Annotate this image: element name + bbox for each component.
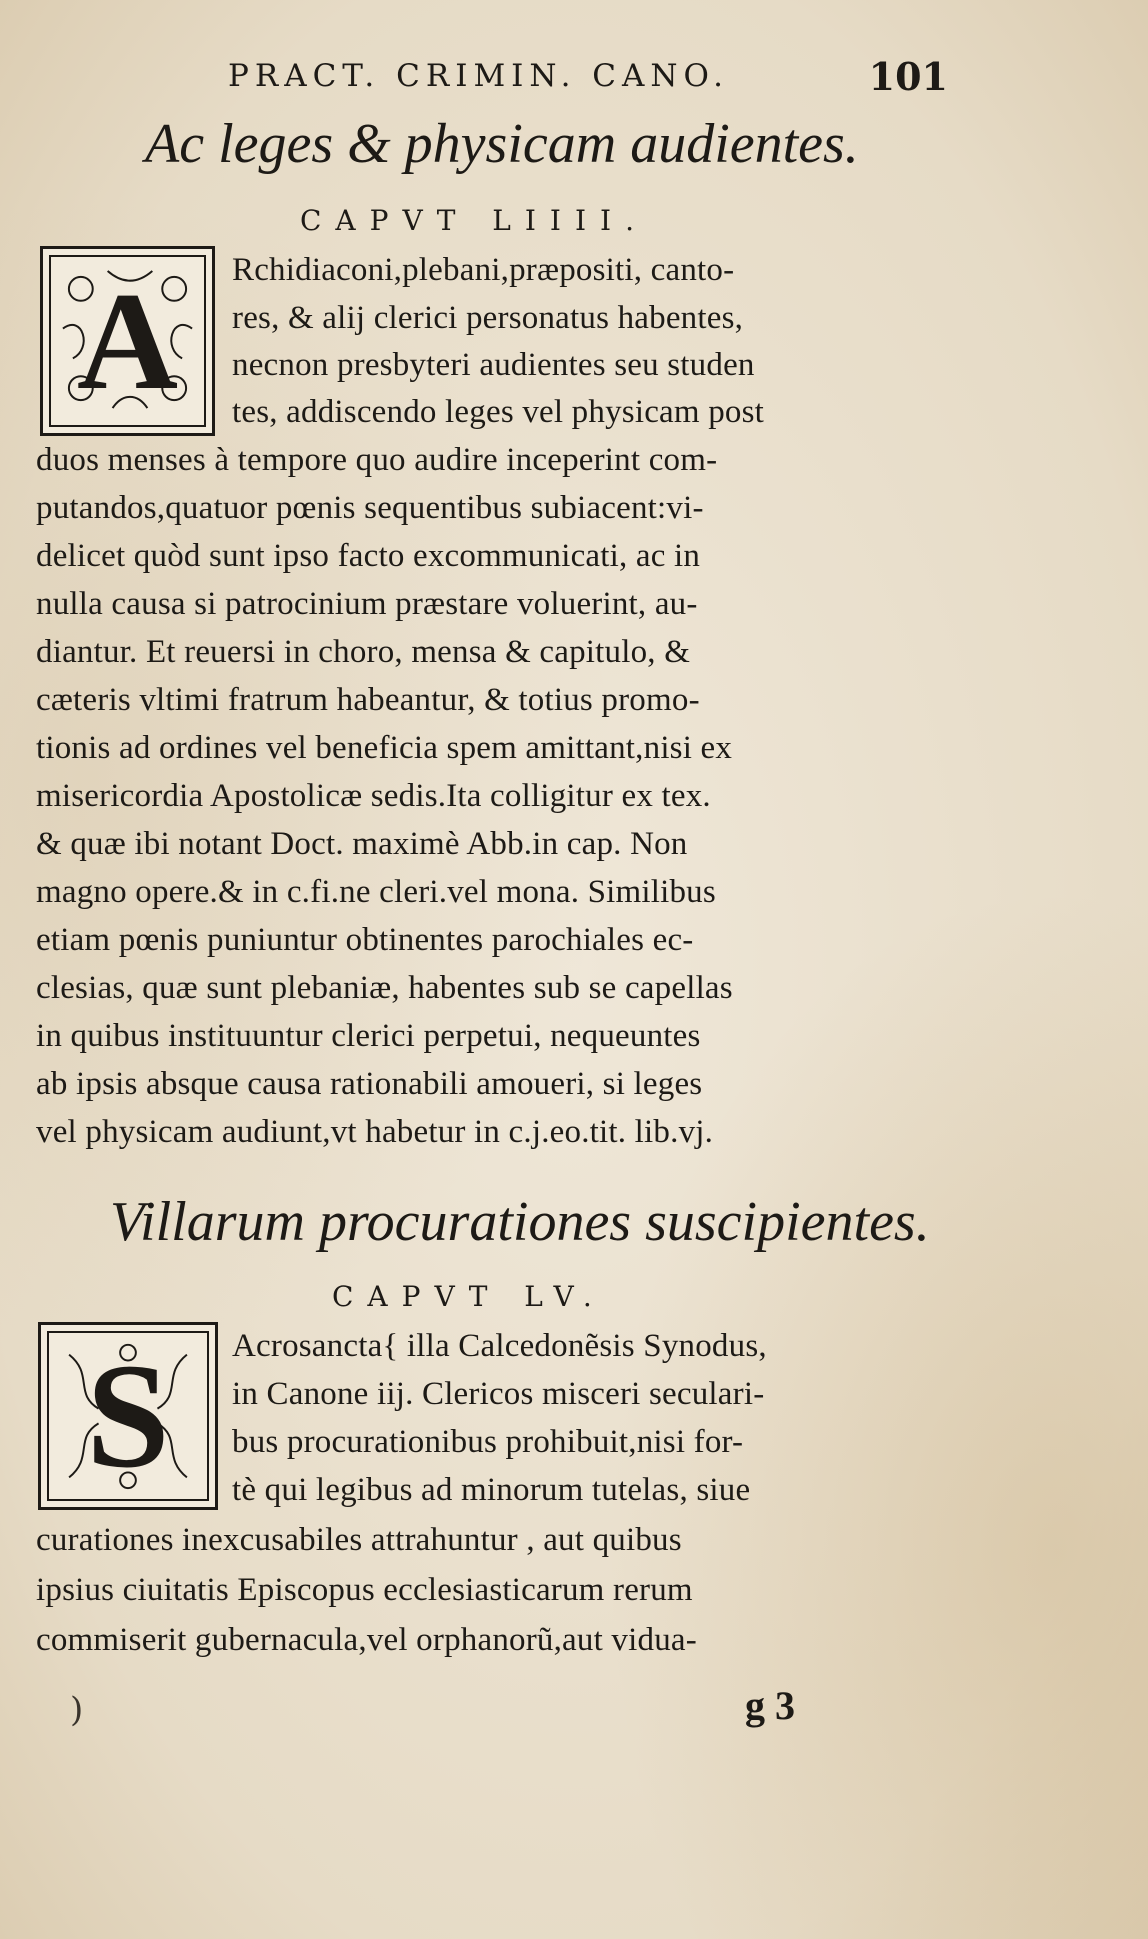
- text-line: ipsius ciuitatis Episcopus ecclesiasticarum rerum: [36, 1572, 693, 1608]
- initial-letter: A: [76, 263, 179, 419]
- text-line: necnon presbyteri audientes seu studen: [232, 347, 755, 383]
- text-line: putandos,quatuor pœnis sequentibus subiacent:vi-: [36, 490, 704, 526]
- text-line: bus procurationibus prohibuit,nisi for-: [232, 1424, 744, 1460]
- text-line: etiam pœnis puniuntur obtinentes parochiales ec-: [36, 922, 694, 958]
- text-line: misericordia Apostolicæ sedis.Ita colligitur ex tex.: [36, 778, 711, 814]
- ink-mark: ): [70, 1690, 84, 1730]
- decorated-initial-a: [40, 246, 215, 436]
- text-line: commiserit gubernacula,vel orphanorũ,aut vidua-: [36, 1622, 697, 1658]
- page-header: [228, 52, 948, 100]
- running-title: PRACT. CRIMIN. CANO.: [228, 58, 729, 94]
- text-line: tes, addiscendo leges vel physicam post: [232, 394, 765, 430]
- text-line: delicet quòd sunt ipso facto excommunicati, ac in: [36, 538, 701, 574]
- text-line: in Canone iij. Clericos misceri seculari-: [232, 1376, 765, 1412]
- text-line: nulla causa si patrocinium præstare voluerint, au-: [36, 586, 698, 622]
- text-line: duos menses à tempore quo audire inceperint com-: [36, 442, 718, 478]
- text-line: Acrosancta{ illa Calcedonẽsis Synodus,: [232, 1328, 767, 1364]
- text-line: clesias, quæ sunt plebaniæ, habentes sub se capellas: [36, 970, 733, 1006]
- initial-letter: S: [86, 1333, 170, 1499]
- caput-heading-2: CAPVT LV.: [332, 1280, 606, 1313]
- decorated-initial-s: [38, 1322, 218, 1510]
- signature-mark: g 3: [745, 1683, 795, 1728]
- text-line: curationes inexcusabiles attrahuntur , aut quibus: [36, 1522, 682, 1558]
- text-line: in quibus instituuntur clerici perpetui, nequeuntes: [36, 1018, 701, 1054]
- text-line: cæteris vltimi fratrum habeantur, & totius promo-: [36, 682, 700, 718]
- text-line: diantur. Et reuersi in choro, mensa & capitulo, &: [36, 634, 691, 670]
- text-line: tè qui legibus ad minorum tutelas, siue: [232, 1472, 751, 1508]
- text-line: res, & alij clerici personatus habentes,: [232, 300, 744, 336]
- text-line: Rchidiaconi,plebani,præpositi, canto-: [232, 252, 735, 288]
- text-line: & quæ ibi notant Doct. maximè Abb.in cap. Non: [36, 826, 688, 862]
- section-title-1: Ac leges & physicam audientes.: [145, 113, 859, 175]
- text-line: ab ipsis absque causa rationabili amoueri, si leges: [36, 1066, 703, 1102]
- text-line: magno opere.& in c.fi.ne cleri.vel mona. Similibus: [36, 874, 716, 910]
- folio-number: 101: [868, 54, 948, 99]
- section-title-2: Villarum procurationes suscipientes.: [110, 1191, 930, 1253]
- text-line: vel physicam audiunt,vt habetur in c.j.eo.tit. lib.vj.: [36, 1114, 714, 1150]
- caput-heading-1: CAPVT LIIII.: [300, 204, 649, 237]
- text-line: tionis ad ordines vel beneficia spem amittant,nisi ex: [36, 730, 733, 766]
